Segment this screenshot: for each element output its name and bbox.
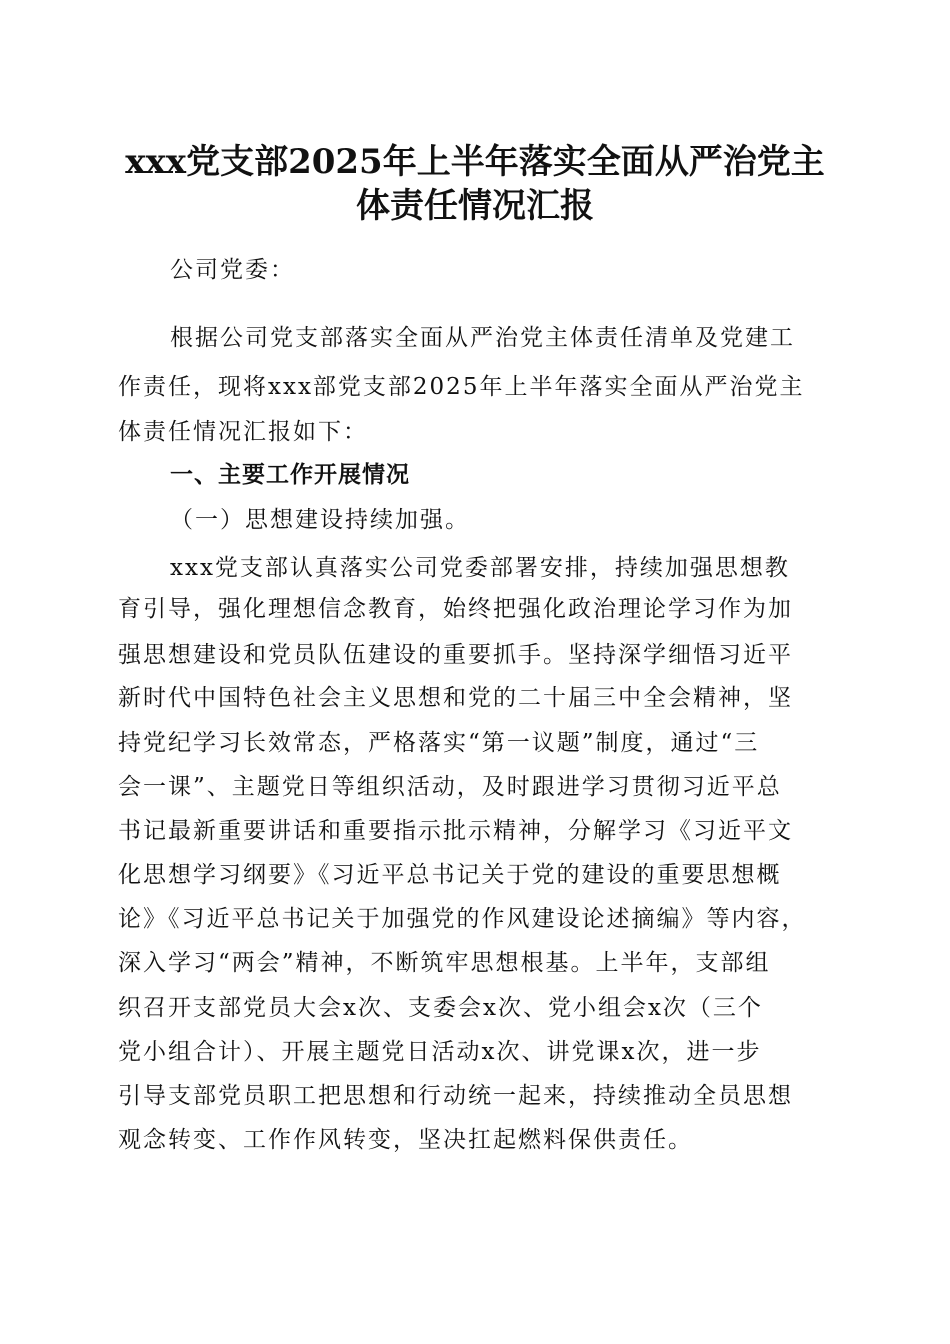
paragraph-line: 新时代中国特色社会主义思想和党的二十届三中全会精神，坚 xyxy=(118,685,793,711)
paragraph-line: 书记最新重要讲话和重要指示批示精神，分解学习《习近平文 xyxy=(118,818,793,844)
intro-line: 作责任，现将xxx部党支部2025年上半年落实全面从严治党主 xyxy=(118,374,805,400)
document-title-line-1: xxx党支部2025年上半年落实全面从严治党主 xyxy=(125,142,825,182)
paragraph-line: 持党纪学习长效常态，严格落实“第一议题”制度，通过“三 xyxy=(118,730,760,756)
subsection-heading: （一）思想建设持续加强。 xyxy=(170,507,470,533)
salutation: 公司党委： xyxy=(170,257,295,283)
section-heading: 一、主要工作开展情况 xyxy=(170,462,410,488)
intro-line: 体责任情况汇报如下： xyxy=(118,419,368,445)
intro-line: 根据公司党支部落实全面从严治党主体责任清单及党建工 xyxy=(170,325,795,351)
paragraph-line: 观念转变、工作作风转变，坚决扛起燃料保供责任。 xyxy=(118,1127,693,1153)
paragraph-line: xxx党支部认真落实公司党委部署安排，持续加强思想教 xyxy=(170,555,790,581)
paragraph-line: 深入学习“两会”精神，不断筑牢思想根基。上半年，支部组 xyxy=(118,950,771,976)
paragraph-line: 育引导，强化理想信念教育，始终把强化政治理论学习作为加 xyxy=(118,596,793,622)
paragraph-line: 会一课”、主题党日等组织活动，及时跟进学习贯彻习近平总 xyxy=(118,774,782,800)
paragraph-line: 织召开支部党员大会x次、支委会x次、党小组会x次（三个 xyxy=(118,995,763,1021)
paragraph-line: 论》《习近平总书记关于加强党的作风建设论述摘编》等内容， xyxy=(118,906,807,932)
paragraph-line: 强思想建设和党员队伍建设的重要抓手。坚持深学细悟习近平 xyxy=(118,642,793,668)
paragraph-line: 党小组合计）、开展主题党日活动x次、讲党课x次，进一步 xyxy=(118,1039,762,1065)
document-title-line-2: 体责任情况汇报 xyxy=(356,186,594,226)
paragraph-line: 化思想学习纲要》《习近平总书记关于党的建设的重要思想概 xyxy=(118,862,782,888)
paragraph-line: 引导支部党员职工把思想和行动统一起来，持续推动全员思想 xyxy=(118,1083,793,1109)
